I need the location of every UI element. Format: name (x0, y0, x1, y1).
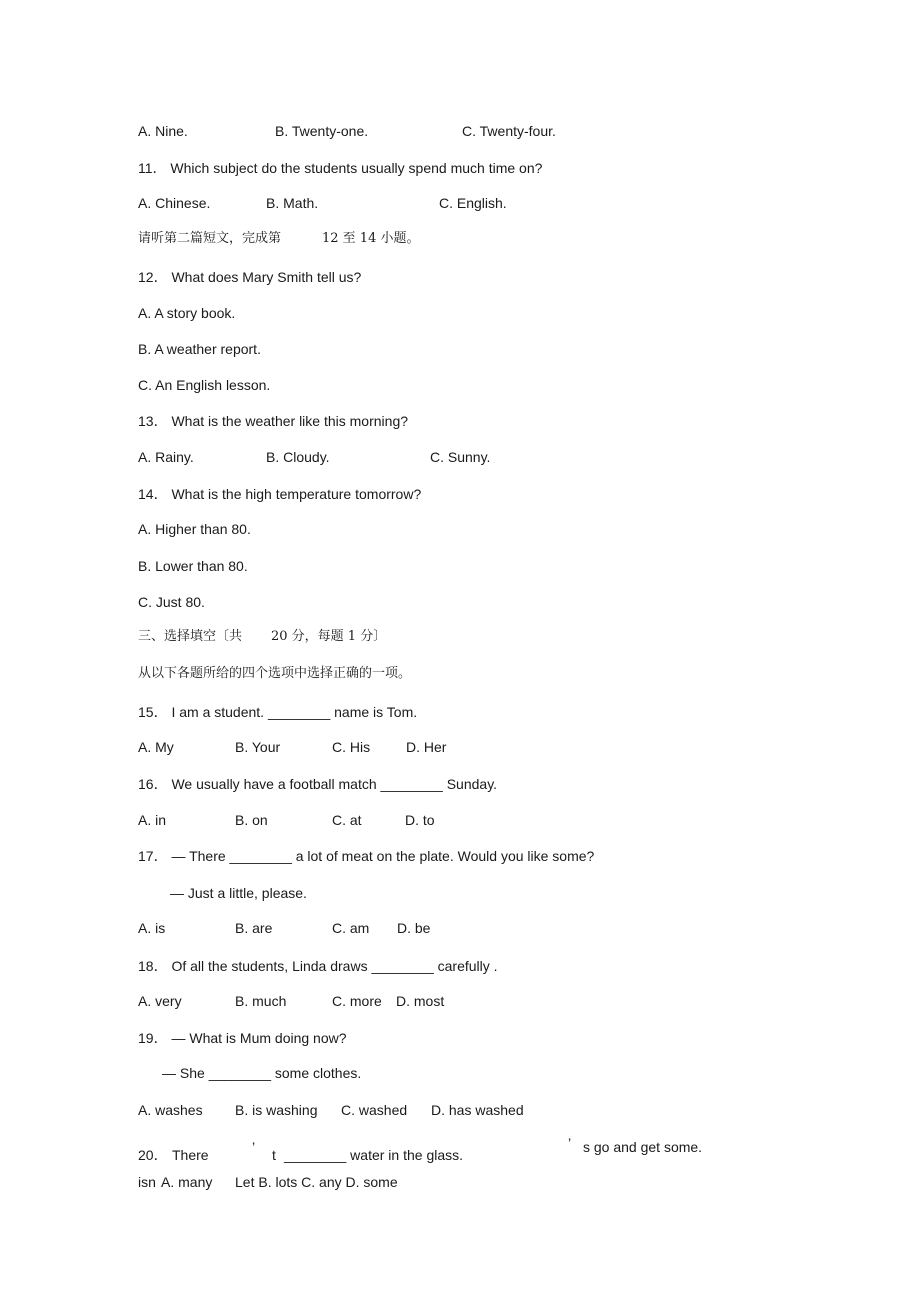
q13-option-b: B. Cloudy. (266, 449, 330, 465)
q20-apostrophe-2: ’ (568, 1135, 572, 1151)
q19-option-a: A. washes (138, 1102, 203, 1118)
q17-stem: 17． — There ________ a lot of meat on the plate. Would you like some? (138, 848, 595, 864)
section3-title-part2: 20 分，每题 1 分〕 (271, 629, 387, 644)
q12-option-c: C. An English lesson. (138, 377, 271, 393)
q15-option-a: A. My (138, 739, 174, 755)
q20-option-a: A. many (161, 1174, 213, 1190)
q15-option-d: D. Her (406, 739, 447, 755)
q20-apostrophe-1: ’ (252, 1139, 256, 1155)
q11-option-c: C. English. (439, 195, 507, 211)
q20-word-there: There (172, 1147, 209, 1163)
q18-option-b: B. much (235, 993, 287, 1009)
q20-options-rest: Let B. lots C. any D. some (235, 1174, 398, 1190)
q20-tail: s go and get some. (583, 1139, 703, 1155)
q18-stem: 18． Of all the students, Linda draws ________ carefully . (138, 958, 498, 974)
q14-option-a: A. Higher than 80. (138, 521, 251, 537)
q17-option-a: A. is (138, 920, 166, 936)
q18-option-a: A. very (138, 993, 182, 1009)
passage2-instruction-part1: 请听第二篇短文，完成第 (138, 231, 282, 246)
q16-stem: 16． We usually have a football match ________ Sunday. (138, 776, 498, 792)
q10-option-c: C. Twenty-four. (462, 123, 556, 139)
q17-option-d: D. be (397, 920, 431, 936)
q14-stem: 14． What is the high temperature tomorrow? (138, 486, 422, 502)
q13-stem: 13． What is the weather like this morning? (138, 413, 409, 429)
q15-option-c: C. His (332, 739, 371, 755)
q16-option-b: B. on (235, 812, 268, 828)
q14-option-b: B. Lower than 80. (138, 558, 248, 574)
q15-option-b: B. Your (235, 739, 281, 755)
q11-stem: 11． Which subject do the students usually spend much time on? (138, 160, 543, 176)
q14-option-c: C. Just 80. (138, 594, 205, 610)
q20-blank-rest: ________ water in the glass. (284, 1147, 464, 1163)
q11-option-a: A. Chinese. (138, 195, 211, 211)
q18-option-c: C. more (332, 993, 382, 1009)
q15-stem: 15． I am a student. ________ name is Tom. (138, 704, 418, 720)
q20-word-isn: isn (138, 1174, 156, 1190)
q17-reply: — Just a little, please. (170, 885, 307, 901)
q16-option-c: C. at (332, 812, 362, 828)
q13-option-a: A. Rainy. (138, 449, 194, 465)
q18-option-d: D. most (396, 993, 445, 1009)
q20-word-t: t (272, 1147, 276, 1163)
q13-option-c: C. Sunny. (430, 449, 491, 465)
q19-reply: — She ________ some clothes. (162, 1065, 362, 1081)
q20-number: 20． (138, 1147, 168, 1163)
q19-option-b: B. is washing (235, 1102, 318, 1118)
q16-option-d: D. to (405, 812, 435, 828)
q12-option-a: A. A story book. (138, 305, 236, 321)
q17-option-b: B. are (235, 920, 273, 936)
q19-option-d: D. has washed (431, 1102, 524, 1118)
section3-title-part1: 三、选择填空〔共 (138, 629, 243, 644)
q10-option-b: B. Twenty-one. (275, 123, 369, 139)
q10-option-a: A. Nine. (138, 123, 188, 139)
q16-option-a: A. in (138, 812, 167, 828)
q12-stem: 12． What does Mary Smith tell us? (138, 269, 362, 285)
q12-option-b: B. A weather report. (138, 341, 261, 357)
passage2-instruction-part2: 12 至 14 小题。 (322, 231, 420, 246)
q19-stem: 19． — What is Mum doing now? (138, 1030, 347, 1046)
q11-option-b: B. Math. (266, 195, 319, 211)
section3-instruction: 从以下各题所给的四个选项中选择正确的一项。 (138, 666, 412, 681)
q17-option-c: C. am (332, 920, 370, 936)
q19-option-c: C. washed (341, 1102, 408, 1118)
